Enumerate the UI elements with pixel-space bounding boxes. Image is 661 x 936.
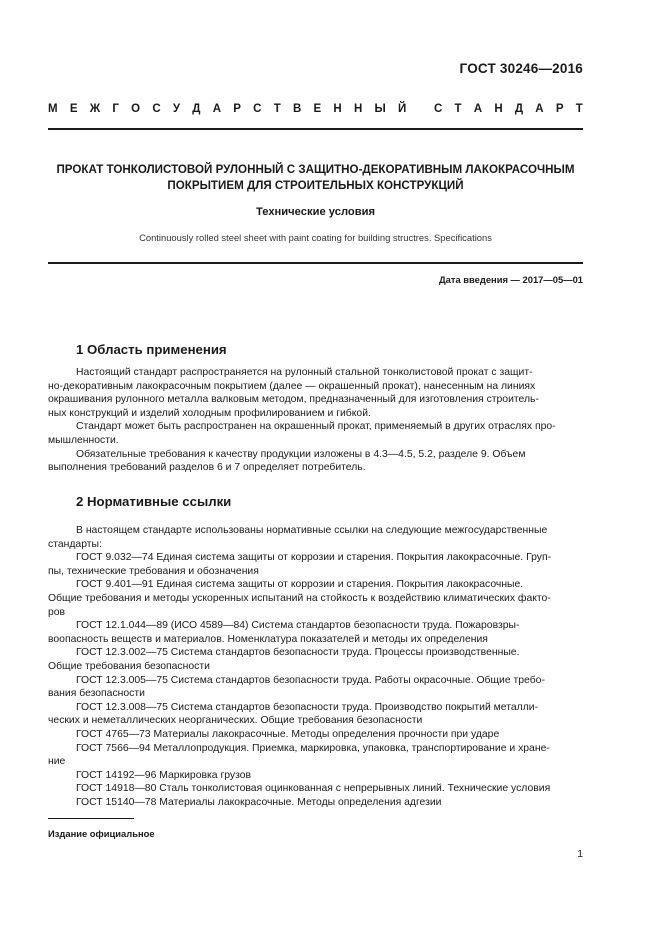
title-line-2: ПОКРЫТИЕМ ДЛЯ СТРОИТЕЛЬНЫХ КОНСТРУКЦИЙ <box>167 178 464 192</box>
paragraph-line: ных конструкций и изделий холодным профилированием и гибкой. <box>48 407 371 419</box>
standard-type-letter: Т <box>575 103 583 115</box>
reference-line: ГОСТ 14918—80 Сталь тонколистовая оцинкованная с непрерывных линий. Технические условия <box>76 783 551 795</box>
standard-type-letter: У <box>172 103 181 115</box>
reference-line: ние <box>48 756 66 768</box>
english-title: Continuously rolled steel sheet with paint coating for building structres. Specifications <box>139 232 492 243</box>
standard-type-letter: А <box>473 103 483 115</box>
standard-type-letter: С <box>152 103 161 115</box>
section-2-body <box>48 524 583 809</box>
standard-type-letter: Т <box>454 103 462 115</box>
paragraph-line: окрашивания рулонного металла валковым методом, предназначенный для изготовления строитель- <box>48 394 539 406</box>
reference-line: ГОСТ 15140—78 Материалы лакокрасочные. Методы определения адгезии <box>76 796 442 808</box>
reference-line: пы, технические требования и обозначения <box>48 565 259 577</box>
standard-type-letter: М <box>48 103 58 115</box>
reference-line: ческих и неметаллических неорганических. Общие требования безопасности <box>48 715 423 727</box>
reference-line: ГОСТ 4765—73 Материалы лакокрасочные. Методы определения прочности при ударе <box>76 728 500 740</box>
reference-line: ГОСТ 14192—96 Маркировка грузов <box>76 769 252 781</box>
standard-type-letter: Ж <box>89 103 101 115</box>
standard-type-letter: В <box>292 103 302 115</box>
paragraph-line: мышленности. <box>48 434 119 446</box>
reference-line: ров <box>48 606 66 618</box>
standard-type-letter: Д <box>514 103 524 115</box>
paragraph-line: Обязательные требования к качеству продукции изложены в 4.3—4.5, 5.2, разделе 9. Объем <box>76 448 526 460</box>
standard-type-letter: Р <box>555 103 564 115</box>
standard-type-letter: Г <box>112 103 119 115</box>
header-divider <box>48 128 583 130</box>
footnote-divider <box>48 818 134 819</box>
document-title <box>48 162 583 193</box>
reference-line: вания безопасности <box>48 688 145 700</box>
standard-type-letter: А <box>212 103 222 115</box>
section-1-heading: 1 Область применения <box>76 342 227 357</box>
paragraph-line: Стандарт может быть распространен на окрашенный прокат, применяемый в других отраслях про- <box>76 421 556 433</box>
reference-line: ГОСТ 12.3.002—75 Система стандартов безопасности труда. Процессы производственные. <box>76 647 520 659</box>
reference-line: В настоящем стандарте использованы нормативные ссылки на следующие межгосударственные <box>76 525 548 536</box>
reference-line: ГОСТ 9.401—91 Единая система защиты от коррозии и старения. Покрытия лакокрасочные. <box>76 579 524 591</box>
standard-type-letter: Ы <box>374 103 386 115</box>
standard-type-letter: Е <box>313 103 322 115</box>
document-subtitle: Технические условия <box>255 206 376 218</box>
reference-line: стандарты: <box>48 538 102 550</box>
introduction-date: Дата введения — 2017—05—01 <box>438 274 583 285</box>
standard-type-letter: Т <box>273 103 281 115</box>
standard-type-letter: С <box>433 103 443 115</box>
reference-line: ГОСТ 12.3.008—75 Система стандартов безопасности труда. Производство покрытий металли- <box>76 701 539 713</box>
standard-type-heading <box>48 103 583 115</box>
paragraph-line: Настоящий стандарт распространяется на рулонный стальной тонколистовой прокат с защит- <box>76 367 533 378</box>
reference-line: ГОСТ 9.032—74 Единая система защиты от коррозии и старения. Покрытия лакокрасочные. Груп- <box>76 552 552 564</box>
reference-line: ГОСТ 12.3.005—75 Система стандартов безопасности труда. Работы окрасочные. Общие требо- <box>76 674 545 686</box>
title-line-1: ПРОКАТ ТОНКОЛИСТОВОЙ РУЛОННЫЙ С ЗАЩИТНО-ДЕКОРАТИВНЫМ ЛАКОКРАСОЧНЫМ <box>56 163 575 176</box>
standard-type-letter: Н <box>494 103 503 115</box>
official-edition-label: Издание официальное <box>48 828 155 839</box>
standard-type-letter <box>419 103 422 115</box>
reference-line: ГОСТ 7566—94 Металлопродукция. Приемка, маркировка, упаковка, транспортирование и хране- <box>76 742 550 754</box>
reference-line: Общие требования и методы ускоренных испытаний на стойкость к воздействию климатических факто- <box>48 592 551 604</box>
standard-type-letter: Н <box>353 103 363 115</box>
reference-line: воопасность веществ и материалов. Номенклатура показателей и методы их определения <box>48 633 488 645</box>
title-divider <box>48 262 583 264</box>
standard-type-letter: Д <box>192 103 201 115</box>
standard-type-letter: О <box>131 103 141 115</box>
page-number: 1 <box>577 849 583 860</box>
section-2-heading: 2 Нормативные ссылки <box>76 494 232 509</box>
section-1-body <box>48 366 583 475</box>
standard-type-letter: Й <box>398 103 407 115</box>
standard-type-letter: А <box>535 103 544 115</box>
reference-line: Общие требования безопасности <box>48 660 210 672</box>
document-code: ГОСТ 30246—2016 <box>459 61 583 76</box>
reference-line: ГОСТ 12.1.044—89 (ИСО 4589—84) Система стандартов безопасности труда. Пожаровзры- <box>76 620 520 632</box>
standard-type-letter: Н <box>333 103 342 115</box>
standard-type-letter: Е <box>69 103 78 115</box>
standard-type-letter: С <box>253 103 262 115</box>
paragraph-line: но-декоративным лакокрасочным покрытием (далее — окрашенный прокат), нанесенным на линиях <box>48 380 536 392</box>
paragraph-line: выполнения требований разделов 6 и 7 определяет потребитель. <box>48 462 366 474</box>
standard-type-letter: Р <box>233 103 241 115</box>
